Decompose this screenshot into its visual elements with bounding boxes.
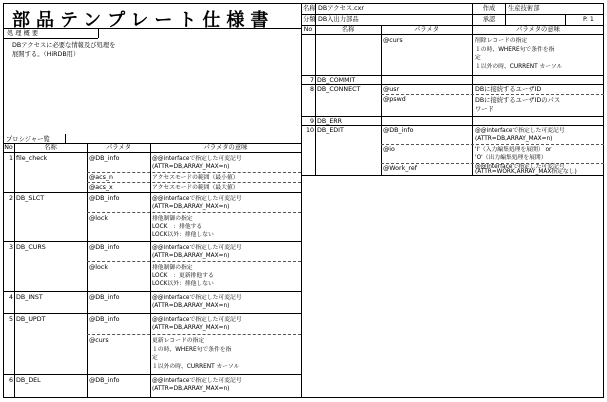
row-rule — [301, 84, 604, 85]
col-meaning-header: パラメタの意味 — [203, 144, 248, 151]
right-header-rule — [301, 34, 604, 35]
proc-meaning: @@interfaceで指定した可変記号 (ATTR=DB,ARRAY_MAX=n) — [152, 196, 242, 210]
proc-name: DB_DEL — [16, 377, 41, 384]
page-divider — [301, 3, 302, 398]
author-value: 生産技術部 — [508, 5, 540, 12]
proc-param: @pswd — [383, 96, 406, 103]
proc-no: 5 — [8, 316, 13, 323]
col-name-header: 名称 — [44, 144, 57, 151]
proc-meaning: 'I'（入力編集処理を展開） or 'O'（出力編集処理を展開） — [475, 147, 552, 161]
proc-name: DB_ERR — [317, 118, 343, 125]
proc-name: DB_COMMIT — [317, 77, 356, 84]
row-rule — [87, 212, 301, 213]
proc-meaning: アクセスモードの範囲（最大値） — [152, 185, 239, 191]
proc-param: @DB_info — [89, 294, 120, 301]
row-rule — [87, 182, 301, 183]
proc-no: 6 — [8, 377, 13, 384]
proc-name: DB_EDIT — [317, 127, 344, 134]
proc-no: 7 — [309, 77, 314, 84]
proc-meaning: アクセスモードの範囲（最小値） — [152, 175, 239, 181]
col-no-header: No — [303, 26, 313, 33]
page-title: 部品テンプレート仕様書 — [12, 10, 275, 31]
proc-param: @DB_info — [89, 244, 120, 251]
overview-text: DBアクセスに必要な情報及び処理を 展開する。（HiRDB用） — [12, 42, 116, 58]
row-rule — [301, 116, 604, 117]
col-line — [315, 25, 316, 175]
row-rule — [3, 291, 301, 292]
proc-param: @curs — [383, 37, 403, 44]
proc-meaning: 更新レコードの指定 １の時、WHERE句で条件を指 定 １以外の時、CURRENT カーソル — [152, 338, 240, 370]
proc-name: DB_UPDT — [16, 316, 46, 323]
proc-meaning: @@interfaceで指定した可変記号 (ATTR=DB,ARRAY_MAX=n) — [152, 156, 242, 170]
row-rule — [87, 334, 301, 335]
proc-meaning: 排他制御の指定 LOCK ：更新排他する LOCK以外：排他しない — [152, 265, 214, 287]
proc-meaning: 削除レコードの指定 １の時、WHERE句で条件を指 定 １以外の時、CURRENT カーソル — [475, 38, 563, 70]
col-line — [14, 143, 15, 398]
col-param-header: パラメタ — [414, 26, 439, 33]
proc-param: @acs_n — [89, 174, 114, 181]
proc-heading-box — [65, 134, 66, 143]
proc-param: @acs_x — [89, 184, 113, 191]
proc-meaning: @@interfaceで指定した可変記号 (ATTR=DB,ARRAY_MAX=n) — [152, 317, 242, 331]
proc-param: @curs — [89, 337, 109, 344]
kind-label: 分類 — [303, 16, 316, 23]
col-line — [381, 25, 382, 175]
col-no-header: No — [4, 144, 13, 151]
col-line — [472, 25, 473, 175]
approval-label: 承認 — [482, 16, 496, 23]
proc-no: 10 — [305, 127, 314, 134]
row-rule — [301, 75, 604, 76]
row-rule — [381, 144, 604, 145]
row-rule — [3, 192, 301, 193]
right-table-bottom — [301, 175, 604, 176]
proc-meaning: @@interfaceで指定した可変記号 (ATTR=DB,ARRAY_MAX=n) — [152, 378, 242, 392]
row-rule — [301, 125, 604, 126]
row-rule — [87, 261, 301, 262]
page-number: P. 1 — [583, 16, 594, 23]
proc-meaning: DBに接続するユーザID — [475, 86, 542, 93]
proc-meaning: @@interfaceで指定した可変記号 (ATTR=DB,ARRAY_MAX=n) — [152, 245, 242, 259]
name-label: 名称 — [303, 5, 316, 12]
overview-heading: 処 理 概 要 — [7, 30, 39, 37]
proc-meaning: 排他制御の指定 LOCK ：排他する LOCK以外：排他しない — [152, 216, 214, 238]
proc-name: DB_INST — [16, 294, 43, 301]
proc-meaning: @@interfaceで指定した可変記号 (ATTR=DB,ARRAY_MAX=n) — [475, 128, 565, 142]
overview-heading-box — [98, 28, 99, 38]
proc-name: DB_CURS — [16, 244, 46, 251]
proc-param: @usr — [383, 86, 400, 93]
proc-no: 8 — [309, 86, 314, 93]
proc-name: file_check — [16, 155, 48, 162]
proc-meaning: @@interfaceで指定した可変記号 (ATTR=WORK,ARRAY_MAX指定なし) — [475, 164, 577, 175]
row-rule — [3, 374, 301, 375]
row-rule — [3, 313, 301, 314]
name-value: DBアクセス.cxr — [318, 5, 364, 12]
author-label: 作成 — [482, 5, 496, 12]
col-name-header: 名称 — [341, 26, 355, 33]
proc-name: DB_CONNECT — [317, 86, 361, 93]
header-rule — [301, 14, 604, 15]
col-param-header: パラメタ — [106, 144, 131, 151]
proc-param: @DB_info — [89, 195, 120, 202]
kind-value: DB入出力部品 — [318, 16, 359, 23]
proc-meaning: DBに接続するユーザIDのパス ワード — [475, 97, 561, 113]
proc-param: @lock — [89, 215, 109, 222]
col-meaning-header: パラメタの意味 — [516, 26, 560, 33]
proc-param: @DB_info — [89, 155, 120, 162]
proc-header-rule — [3, 152, 301, 153]
proc-name: DB_SLCT — [16, 195, 45, 202]
proc-param: @lock — [89, 264, 109, 271]
proc-no: 2 — [8, 195, 13, 202]
proc-param: @DB_info — [383, 127, 414, 134]
row-rule — [381, 94, 604, 95]
proc-no: 4 — [8, 294, 13, 301]
proc-param: @DB_info — [89, 377, 120, 384]
proc-param: @Work_ref — [383, 165, 417, 172]
proc-no: 1 — [8, 155, 13, 162]
proc-param: @io — [383, 146, 395, 153]
row-rule — [87, 172, 301, 173]
proc-heading: プロシジャー覧 — [6, 136, 50, 143]
proc-param: @DB_info — [89, 316, 120, 323]
title-underline — [3, 28, 301, 29]
proc-no: 3 — [8, 244, 13, 251]
proc-meaning: @@interfaceで指定した可変記号 (ATTR=DB,ARRAY_MAX=n) — [152, 295, 242, 309]
header-divider — [565, 14, 566, 25]
proc-no: 9 — [309, 118, 314, 125]
overview-heading-rule — [3, 38, 98, 39]
row-rule — [3, 241, 301, 242]
